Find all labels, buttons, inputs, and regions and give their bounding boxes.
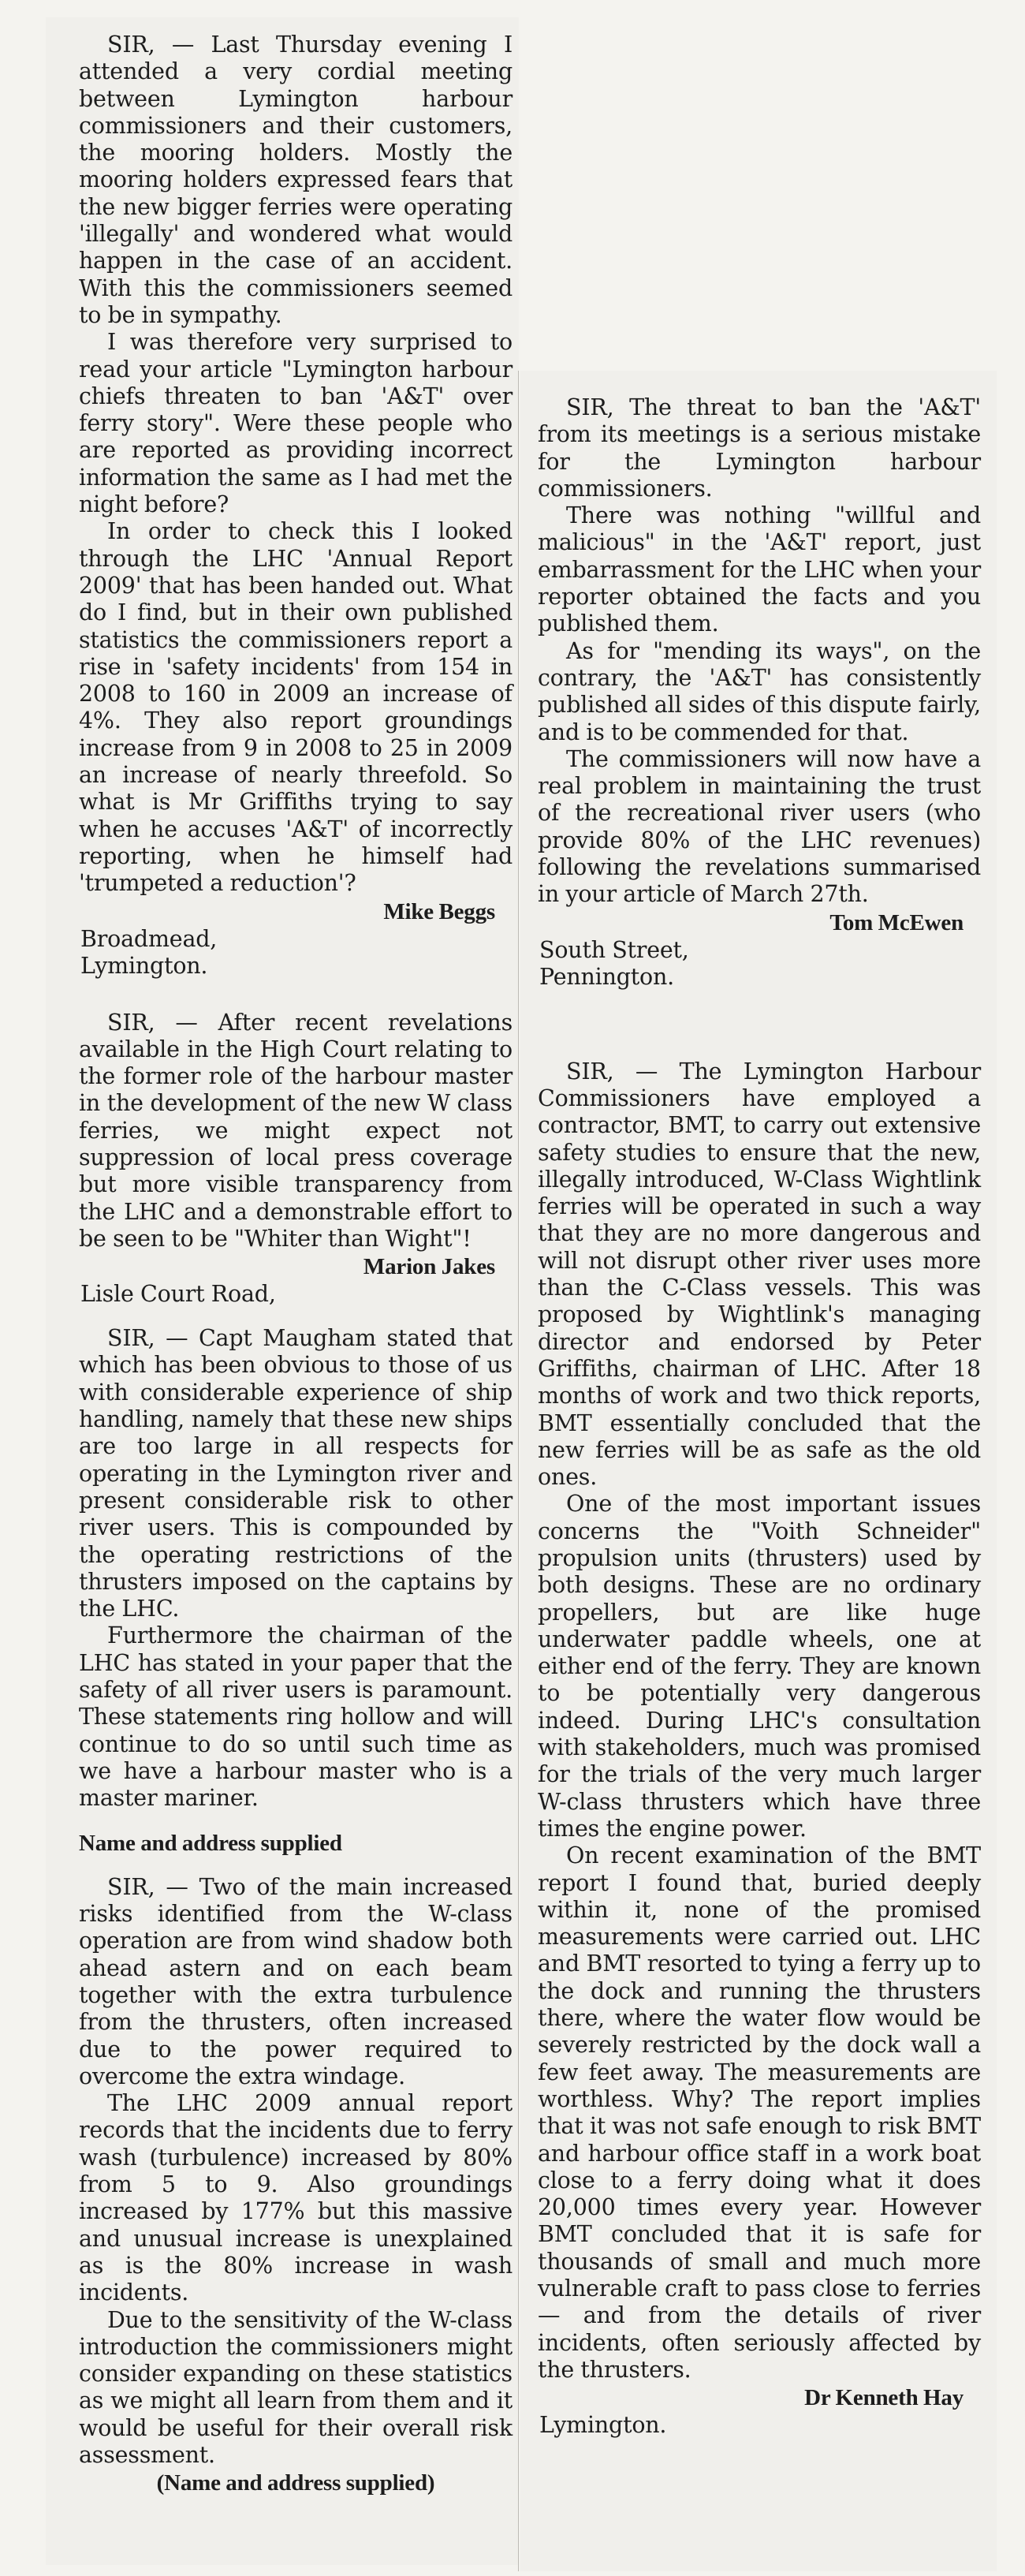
address-line: Lymington. — [80, 952, 208, 979]
letter-paragraph: There was nothing "willful and malicious" in the 'A&T' report, just embarrassment for the LHC when your reporter obtained the facts and you published them. — [538, 502, 981, 637]
address-line: South Street, — [539, 936, 689, 963]
address-line: Broadmead, — [80, 925, 218, 952]
letter-paragraph: SIR, — Two of the main increased risks identified from the W-class operation are from wind shadow both ahead astern and on each beam together with the extra turbulence from the thrusters, often increased due to the power required to overcome the extra windage. — [79, 1873, 512, 2089]
letter-paragraph: I was therefore very surprised to read your article "Lymington harbour chiefs threaten to ban 'A&T' over ferry story". Were these people who are reported as providing incorrect information the same as I had met the night before? — [79, 329, 512, 518]
letter-paragraph: SIR, — Last Thursday evening I attended a very cordial meeting between Lymington harbour commissioners and their customers, the mooring holders. Mostly the mooring holders expressed fears that the new bigger ferries were operating 'illegally' and wondered what would happen in the case of an accident. With this the commissioners seemed to be in sympathy. — [79, 32, 512, 328]
letter-tom-mcewen — [538, 394, 981, 991]
letter-paragraph: One of the most important issues concerns the "Voith Schneider" propulsion units (thrusters) used by both designs. These are no ordinary propellers, but are like huge underwater paddle wheels, one at either end of the ferry. They are known to be potentially very dangerous indeed. During LHC's consultation with stakeholders, much was promised for the trials of the very much larger W-class thrusters which have three times the engine power. — [538, 1491, 981, 1842]
letter-kenneth-hay — [538, 1058, 981, 2440]
letter-anonymous-2 — [79, 1874, 512, 2498]
column-rule — [518, 371, 519, 2571]
letter-paragraph: On recent examination of the BMT report I found that, buried deeply within it, none of the promised measurements were carried out. LHC and BMT resorted to tying a ferry up to the dock and running the thrusters there, where the water flow would be severely restricted by the dock wall a few feet away. The measurements are worthless. Why? The report implies that it was not safe enough to risk BMT and harbour office staff in a work boat close to a ferry doing what it does 20,000 times every year. However BMT concluded that it is safe for thousands of small and much more vulnerable craft to pass close to ferries — and from the details of river incidents, often seriously affected by the thrusters. — [538, 1842, 981, 2383]
signature: Name and address supplied — [79, 1830, 342, 1856]
letter-paragraph: As for "mending its ways", on the contrary, the 'A&T' has consistently published all sides of this dispute fairly, and is to be commended for that. — [538, 637, 981, 745]
right-column — [538, 394, 981, 2439]
letter-mike-beggs — [79, 32, 512, 980]
letter-paragraph: Furthermore the chairman of the LHC has stated in your paper that the safety of all river users is paramount. These statements ring hollow and will continue to do so until such time as we have a harbour master who is a master mariner. — [79, 1622, 512, 1812]
letter-paragraph: SIR, — The Lymington Harbour Commissioners have employed a contractor, BMT, to carry out extensive safety studies to ensure that the new, illegally introduced, W-Class Wightlink ferries will be operated in such a way that they are no more dangerous and will not disrupt other river uses more than the C-Class vessels. This was proposed by Wightlink's managing director and endorsed by Peter Griffiths, chairman of LHC. After 18 months of work and two thick reports, BMT essentially concluded that the new ferries will be as safe as the old ones. — [538, 1058, 981, 1491]
letter-paragraph: SIR, — Capt Maugham stated that which has been obvious to those of us with considerable experience of ship handling, namely that these new ships are too large in all respects for operating in the Lymington river and present considerable risk to other river users. This is compounded by the operating restrictions of the thrusters imposed on the captains by the LHC. — [79, 1325, 512, 1622]
letter-marion-jakes — [79, 1010, 512, 1309]
address-line: Lymington. — [539, 2412, 667, 2439]
left-column — [79, 32, 512, 2497]
signature: Tom McEwen — [829, 909, 964, 935]
address-line: Lisle Court Road, — [80, 1281, 276, 1308]
signature: Marion Jakes — [363, 1254, 495, 1280]
letter-paragraph: The commissioners will now have a real problem in maintaining the trust of the recreational river users (who provide 80% of the LHC revenues) following the revelations summarised in your article of March 27th. — [538, 745, 981, 908]
letter-paragraph: The LHC 2009 annual report records that the incidents due to ferry wash (turbulence) increased by 80% from 5 to 9. Also groundings increased by 177% but this massive and unusual increase is unexplained as is the 80% increase in wash incidents. — [79, 2090, 512, 2306]
address-line: Pennington. — [539, 963, 675, 990]
letter-paragraph: Due to the sensitivity of the W-class introduction the commissioners might consider expanding on these statistics as we might all learn from them and it would be useful for their overall risk assessment. — [79, 2306, 512, 2469]
signature: (Name and address supplied) — [156, 2470, 435, 2496]
letter-paragraph: SIR, — After recent revelations available in the High Court relating to the former role of the harbour master in the development of the new W class ferries, we might expect not suppression of local press coverage but more visible transparency from the LHC and a demonstrable effort to be seen to be "Whiter than Wight"! — [79, 1009, 512, 1252]
letter-anonymous-1 — [79, 1325, 512, 1857]
letter-paragraph: SIR, The threat to ban the 'A&T' from its meetings is a serious mistake for the Lymington harbour commissioners. — [538, 394, 981, 502]
signature: Mike Beggs — [383, 898, 495, 924]
signature: Dr Kenneth Hay — [804, 2385, 964, 2411]
letter-paragraph: In order to check this I looked through the LHC 'Annual Report 2009' that has been handed out. What do I find, but in their own published statistics the commissioners report a rise in 'safety incidents' from 154 in 2008 to 160 in 2009 an increase of 4%. They also report groundings increase from 9 in 2008 to 25 in 2009 an increase of nearly threefold. So what is Mr Griffiths trying to say when he accuses 'A&T' of incorrectly reporting, when he himself had 'trumpeted a reduction'? — [79, 518, 512, 897]
